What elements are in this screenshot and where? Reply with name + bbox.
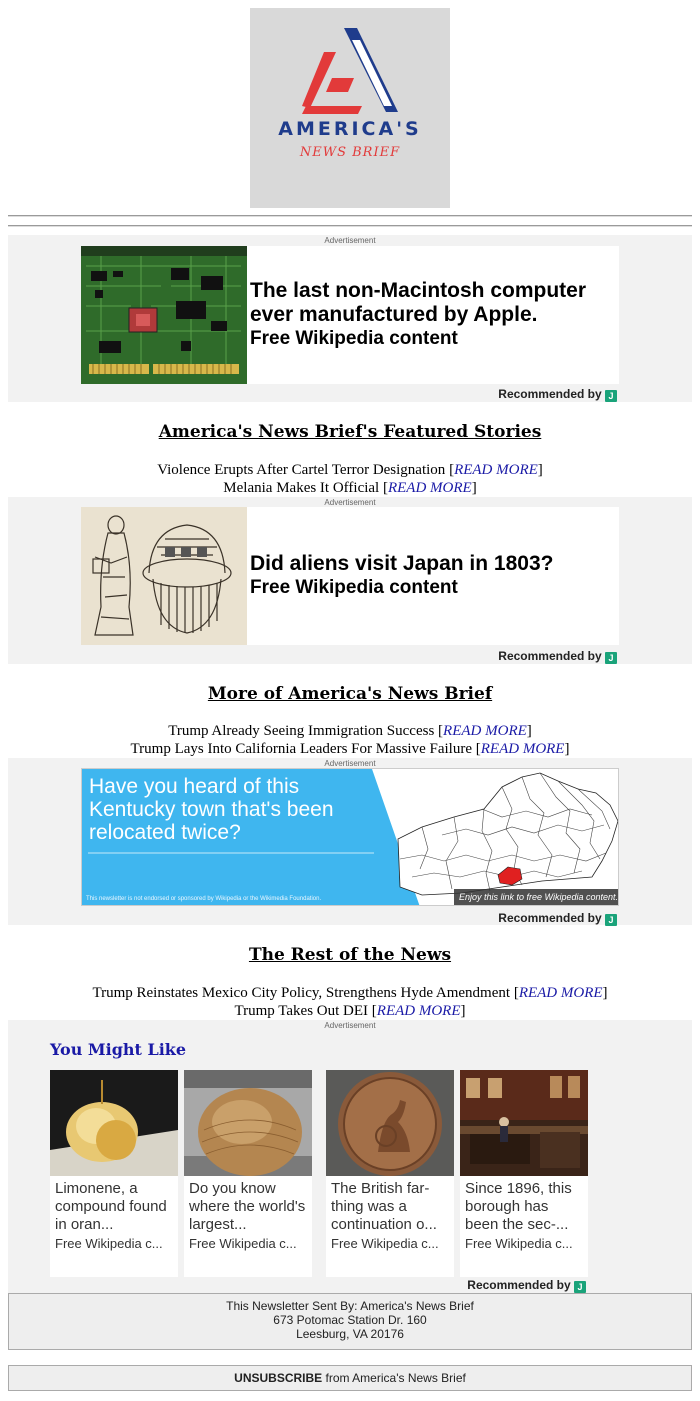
story-line: Trump Already Seeing Immigration Success [READ MORE] [168,723,532,739]
japanese-print-image [81,507,247,645]
tile-source: Free Wikipedia c... [331,1236,439,1251]
read-more-link[interactable]: READ MORE [376,1003,461,1019]
read-more-link[interactable]: READ MORE [443,723,527,739]
tile-title[interactable]: Limonene, a compound found in oran... [55,1180,167,1233]
twine-ball-image [184,1070,312,1176]
ad-card[interactable] [81,768,619,906]
address-line-2: Leesburg, VA 20176 [296,1327,404,1341]
brand-logo[interactable] [250,8,450,208]
ad-source: Free Wikipedia content [250,328,458,349]
circuit-board-image [81,246,247,384]
recommender-logo-icon: J [605,652,617,664]
tile-source: Free Wikipedia c... [189,1236,297,1251]
ad-disclaimer: This newsletter is not endorsed or sponsored by Wikipedia or the Wikimedia Foundation. [86,896,322,902]
story-line: Melania Makes It Official [READ MORE] [223,480,477,496]
recommended-label: Recommended by [498,911,602,925]
story-headline: Trump Already Seeing Immigration Success [168,723,435,739]
recommended-by[interactable] [498,387,617,402]
divider [8,225,692,227]
recommended-by[interactable] [467,1278,586,1293]
story-headline: Melania Makes It Official [223,480,380,496]
triangle-logo-icon [302,26,398,118]
divider [8,215,692,217]
recommended-by[interactable] [498,911,617,926]
ad-label: Advertisement [324,1021,376,1030]
ad-caption: Enjoy this link to free Wikipedia content. [459,892,618,902]
recommended-label: Recommended by [498,649,602,663]
ad-headline[interactable]: Did aliens visit Japan in 1803? [250,552,554,575]
ad-label: Advertisement [324,236,376,245]
ad-block-2 [8,497,692,664]
ad-card[interactable] [81,507,619,645]
recommender-logo-icon: J [605,914,617,926]
read-more-link[interactable]: READ MORE [387,480,472,496]
story-headline: Trump Reinstates Mexico City Policy, Strengthens Hyde Amendment [92,985,511,1001]
ad-label: Advertisement [324,498,376,507]
address-line-1: 673 Potomac Station Dr. 160 [273,1313,427,1327]
section-title: More of America's News Brief [207,684,493,704]
farthing-coin-image [326,1070,454,1176]
ad-card[interactable] [81,246,619,384]
ad-headline[interactable]: Have you heard of this Kentucky town that's been relocated twice? [89,775,334,844]
recommender-logo-icon: J [605,390,617,402]
ad-block-1 [8,235,692,402]
sent-by: This Newsletter Sent By: America's News Brief [226,1299,474,1313]
lemon-peel-image [50,1070,178,1176]
ad-label: Advertisement [324,759,376,768]
you-might-like-title: You Might Like [50,1040,187,1059]
recommendation-tile[interactable] [50,1070,178,1277]
tile-title[interactable]: Do you know where the world's largest... [189,1180,306,1233]
story-line: Trump Reinstates Mexico City Policy, Strengthens Hyde Amendment [READ MORE] [92,985,608,1001]
section-title: America's News Brief's Featured Stories [158,422,542,442]
tile-source: Free Wikipedia c... [55,1236,163,1251]
recommended-label: Recommended by [467,1278,571,1292]
newsletter-footer [8,1293,692,1350]
story-headline: Violence Erupts After Cartel Terror Designation [157,462,446,478]
recommendation-tile[interactable] [460,1070,588,1277]
recommended-label: Recommended by [498,387,602,401]
recommended-by[interactable] [498,649,617,664]
tile-source: Free Wikipedia c... [465,1236,573,1251]
recommender-logo-icon: J [574,1281,586,1293]
logo-subtitle: NEWS BRIEF [299,145,401,160]
read-more-link[interactable]: READ MORE [480,741,565,757]
ad-block-3 [8,758,692,925]
story-line: Trump Takes Out DEI [READ MORE] [234,1003,466,1019]
read-more-link[interactable]: READ MORE [518,985,603,1001]
story-headline: Trump Takes Out DEI [234,1003,369,1019]
you-might-like-block [8,1020,692,1293]
recommendation-tile[interactable] [326,1070,454,1277]
read-more-link[interactable]: READ MORE [454,462,538,478]
recommendation-tile[interactable] [184,1070,312,1277]
story-headline: Trump Lays Into California Leaders For Massive Failure [130,741,472,757]
tile-title[interactable]: Since 1896, this borough has been the sec-... [465,1180,572,1233]
ad-headline[interactable]: The last non-Macintosh computer ever manufactured by Apple. [250,279,587,326]
section-title: The Rest of the News [248,945,452,965]
unsubscribe-text: from America's News Brief [322,1371,466,1385]
painting-image [460,1070,588,1176]
ad-source: Free Wikipedia content [250,577,458,598]
story-line: Trump Lays Into California Leaders For Massive Failure [READ MORE] [130,741,570,757]
unsubscribe-bar[interactable] [8,1365,692,1391]
logo-wordmark: AMERICA'S [278,118,422,140]
story-line: Violence Erupts After Cartel Terror Designation [READ MORE] [157,462,543,478]
tile-title[interactable]: The British far-thing was a continuation o... [331,1180,437,1233]
unsubscribe-link[interactable]: UNSUBSCRIBE [234,1371,323,1385]
